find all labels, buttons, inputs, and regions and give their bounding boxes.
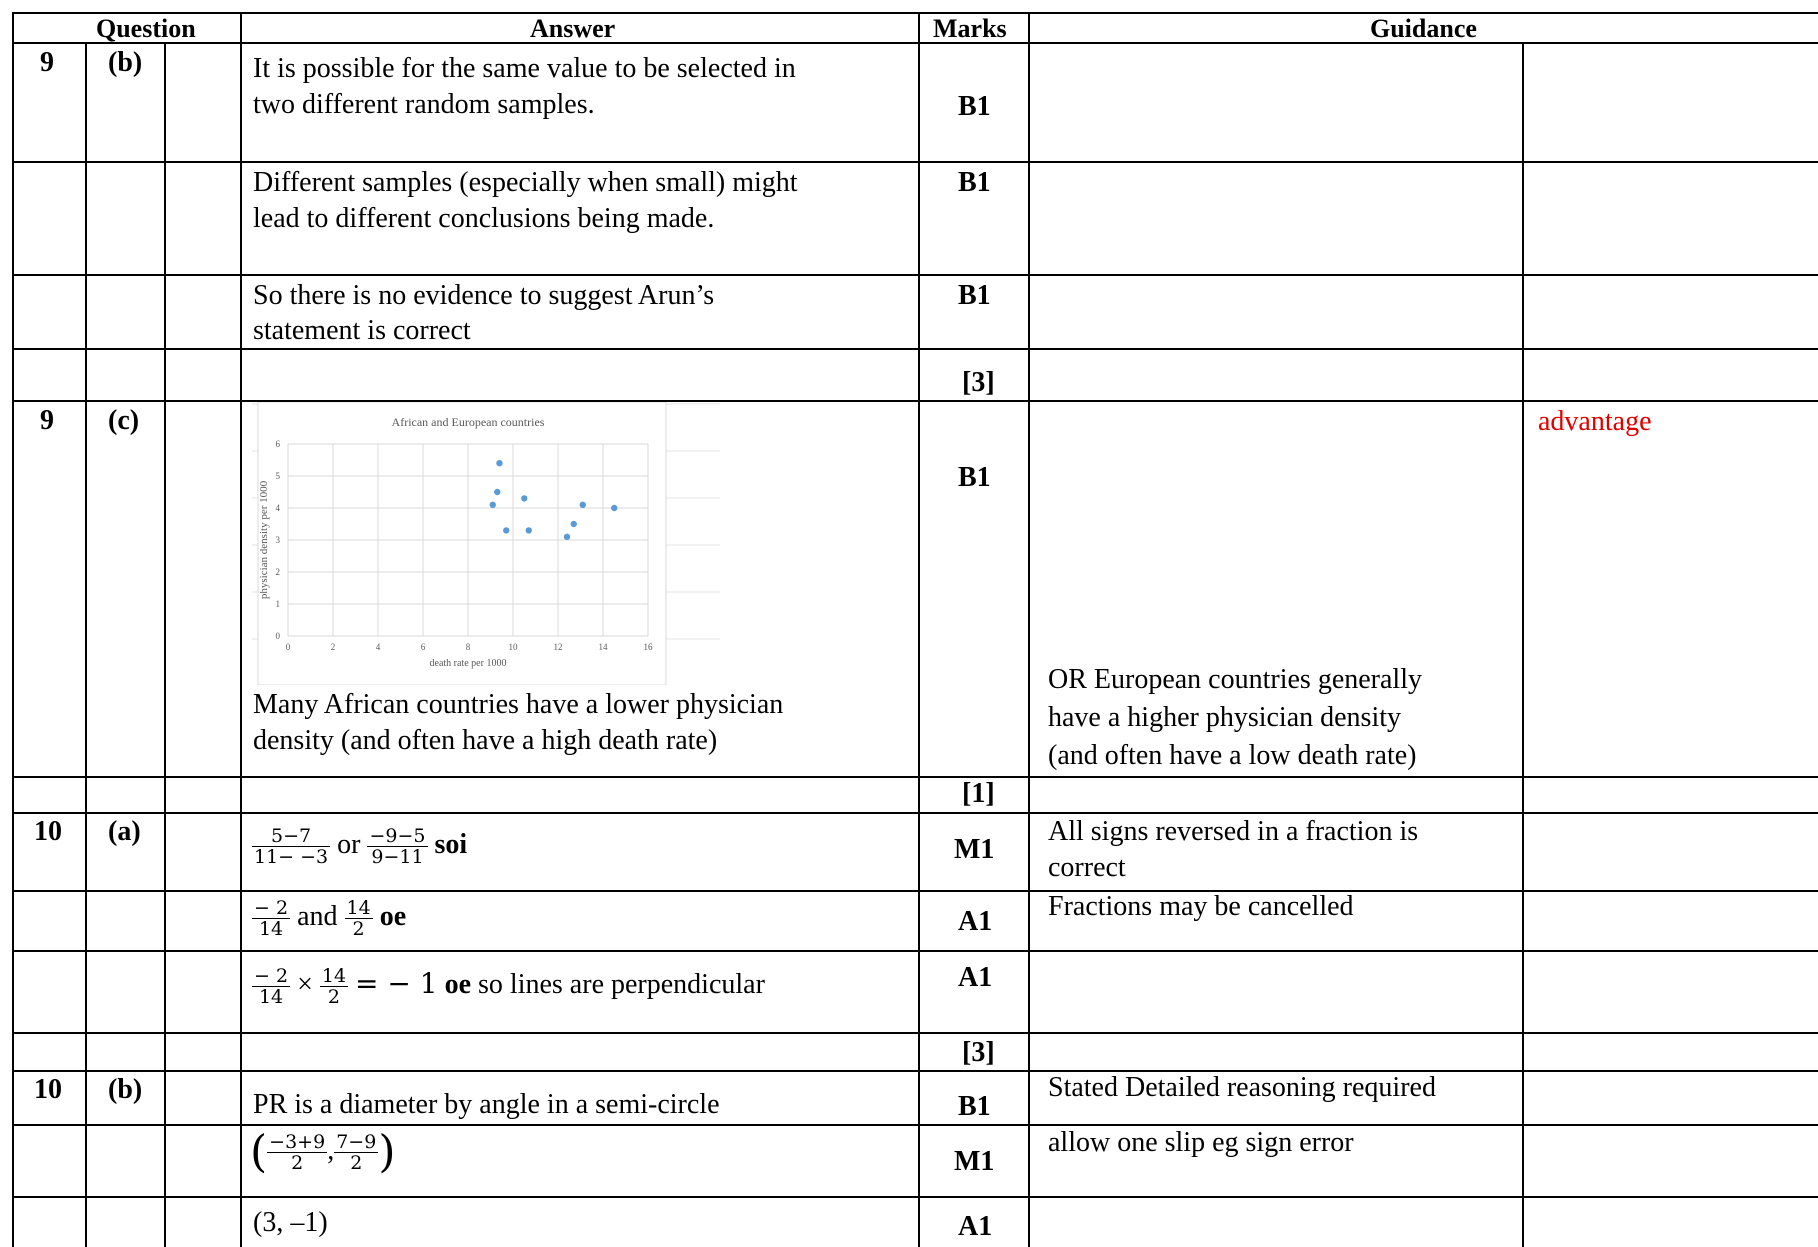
mark: B1 (958, 280, 991, 311)
guidance-text: Fractions may be cancelled (1048, 891, 1354, 922)
table-border (164, 42, 166, 1247)
data-point (526, 527, 532, 533)
y-tick-label: 4 (275, 503, 280, 513)
y-tick-label: 5 (275, 471, 280, 481)
y-tick-label: 0 (275, 631, 280, 641)
header-answer: Answer (530, 14, 616, 43)
question-part: (c) (108, 405, 140, 436)
guidance-text: allow one slip eg sign error (1048, 1127, 1354, 1158)
table-border (1522, 42, 1524, 1247)
question-part: (a) (108, 816, 141, 847)
fraction: $\frac{-3+9}{2}$ (269, 1131, 326, 1174)
mark: M1 (954, 1146, 995, 1177)
answer-text: lead to different conclusions being made. (253, 203, 715, 234)
table-border (12, 776, 1818, 778)
mark: B1 (958, 1091, 991, 1122)
mark: A1 (958, 1211, 993, 1242)
table-border (12, 950, 1818, 952)
x-tick-label: 14 (598, 642, 608, 652)
y-axis-label: physician density per 1000 (258, 480, 270, 600)
table-border (12, 274, 1818, 276)
guidance-text: have a higher physician density (1048, 702, 1402, 733)
comment-text: advantage (1538, 406, 1652, 437)
table-border (12, 890, 1818, 892)
x-tick-label: 10 (508, 642, 518, 652)
mark: M1 (954, 834, 995, 865)
guidance-text: OR European countries generally (1048, 664, 1422, 695)
data-point (571, 521, 577, 527)
answer-text: Many African countries have a lower physician (253, 689, 784, 720)
answer-text: Different samples (especially when small) might (253, 167, 798, 198)
data-point (496, 460, 502, 466)
scatter-chart (252, 402, 720, 685)
mark: B1 (958, 167, 991, 198)
answer-text: So there is no evidence to suggest Arun’s (253, 280, 715, 311)
answer-expression: $\frac{- 2}{14}$ × $\frac{14}{2}$ = − 1 oe so lines are perpendicular (254, 965, 765, 1008)
table-border (12, 348, 1818, 350)
mark: B1 (958, 91, 991, 122)
table-border (918, 12, 920, 1247)
x-tick-label: 6 (420, 642, 426, 652)
data-point (494, 489, 500, 495)
table-border (12, 812, 1818, 814)
data-point (580, 502, 586, 508)
guidance-text: All signs reversed in a fraction is (1048, 816, 1419, 847)
header-question: Question (96, 14, 196, 43)
fraction: $\frac{- 2}{14}$ (254, 897, 289, 940)
question-part: (b) (108, 47, 143, 78)
table-border (240, 12, 242, 1247)
table-border (12, 12, 1818, 14)
x-tick-label: 4 (375, 642, 381, 652)
mark: B1 (958, 462, 991, 493)
mark: A1 (958, 906, 993, 937)
question-number: 9 (40, 405, 54, 436)
mark: A1 (958, 962, 993, 993)
y-tick-label: 6 (275, 439, 280, 449)
table-border (12, 42, 1818, 44)
question-number: 10 (34, 816, 62, 847)
table-border (85, 42, 87, 1247)
x-tick-label: 12 (553, 642, 563, 652)
question-part: (b) (108, 1074, 143, 1105)
guidance-text: Stated Detailed reasoning required (1048, 1072, 1436, 1103)
answer-expression: ( $\frac{-3+9}{2}$ , $\frac{7-9}{2}$ ) (250, 1126, 396, 1178)
answer-expression: $\frac{5-7}{11- -3}$ or $\frac{-9-5}{9-11}$ soi (254, 825, 468, 868)
fraction: $\frac{14}{2}$ (346, 897, 371, 940)
fraction: $\frac{-9-5}{9-11}$ (369, 825, 426, 868)
fraction: $\frac{- 2}{14}$ (254, 965, 289, 1008)
table-border (12, 161, 1818, 163)
table-border (12, 1196, 1818, 1198)
answer-text: PR is a diameter by angle in a semi-circle (253, 1089, 720, 1120)
answer-text: (3, –1) (253, 1207, 328, 1238)
chart-title: African and European countries (391, 415, 545, 429)
question-number: 10 (34, 1074, 62, 1105)
question-number: 9 (40, 47, 54, 78)
y-tick-label: 2 (275, 567, 280, 577)
data-point (611, 505, 617, 511)
x-tick-label: 16 (643, 642, 653, 652)
x-tick-label: 8 (465, 642, 471, 652)
mark-total: [1] (962, 778, 995, 809)
fraction: $\frac{14}{2}$ (321, 965, 347, 1008)
fraction: $\frac{7-9}{2}$ (336, 1131, 377, 1174)
mark-total: [3] (962, 367, 995, 398)
header-guidance: Guidance (1370, 14, 1477, 43)
table-border (12, 1124, 1818, 1126)
guidance-text: (and often have a low death rate) (1048, 740, 1417, 771)
y-tick-label: 1 (275, 599, 280, 609)
answer-text: It is possible for the same value to be selected in (253, 53, 796, 84)
answer-text: density (and often have a high death rate) (253, 725, 718, 756)
data-point (564, 534, 570, 540)
answer-text: two different random samples. (253, 89, 595, 120)
guidance-text: correct (1048, 852, 1126, 883)
answer-expression: $\frac{- 2}{14}$ and $\frac{14}{2}$ oe (254, 897, 407, 940)
table-border (12, 12, 14, 1247)
x-axis-label: death rate per 1000 (429, 658, 507, 669)
answer-text: statement is correct (253, 315, 471, 346)
mark-total: [3] (962, 1037, 995, 1068)
x-tick-label: 2 (330, 642, 336, 652)
data-point (521, 495, 527, 501)
data-point (490, 502, 496, 508)
table-border (12, 1070, 1818, 1072)
header-marks: Marks (933, 14, 1007, 43)
x-tick-label: 0 (285, 642, 291, 652)
data-point (503, 527, 509, 533)
table-border (12, 1032, 1818, 1034)
fraction: $\frac{5-7}{11- -3}$ (254, 825, 329, 868)
y-tick-label: 3 (275, 535, 280, 545)
table-border (1028, 12, 1030, 1247)
